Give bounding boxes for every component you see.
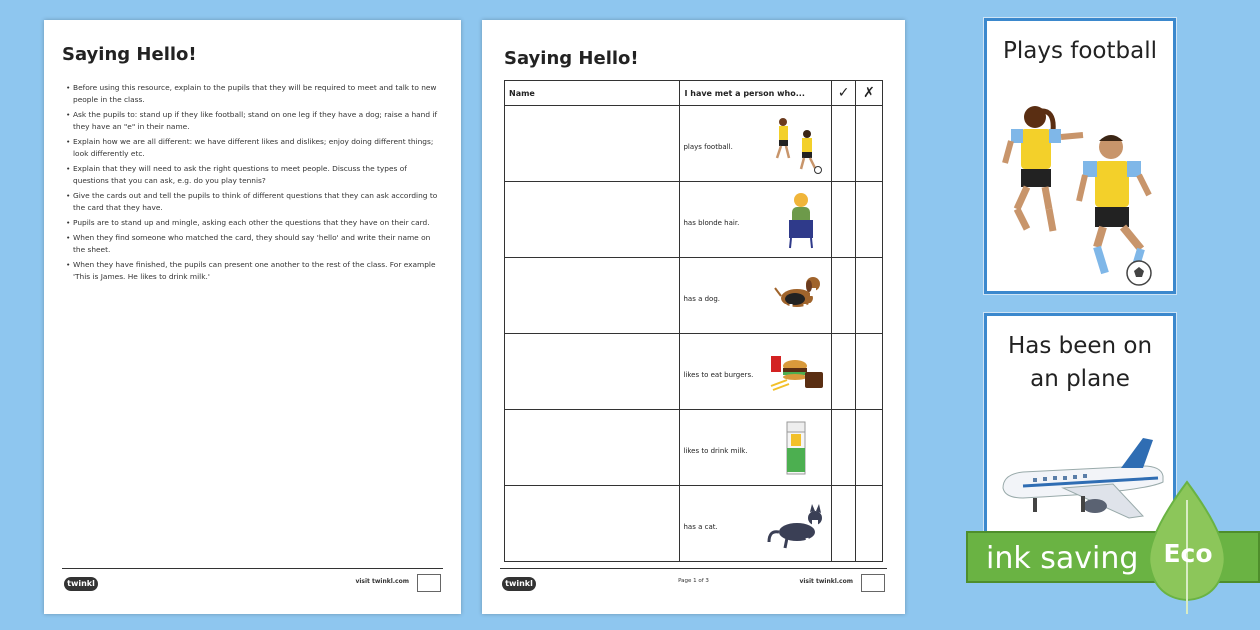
name-cell[interactable] [505,182,680,258]
worksheet-table [504,80,883,562]
cross-cell[interactable] [856,106,883,182]
name-cell[interactable] [505,258,680,334]
card-title: Plays football [1003,38,1157,64]
description-cell [680,182,832,258]
tick-cell[interactable] [832,182,856,258]
table-header-row [505,81,883,106]
header-met: I have met a person who... [680,81,832,106]
instruction-item: • When they have finished, the pupils can present one another to the rest of the class. For example 'This is James. He likes to drink milk.' [66,259,444,283]
instructions-page [44,20,461,614]
card-plays-football [984,18,1176,294]
table-row [505,182,883,258]
description-cell [680,410,832,486]
description-text: likes to drink milk. [683,447,748,455]
cat-icon [765,494,827,554]
description-text: likes to eat burgers. [683,371,754,379]
description-text: has blonde hair. [683,219,740,227]
page-footer [62,568,443,594]
cross-cell[interactable] [856,334,883,410]
instruction-list [66,82,444,286]
page-title: Saying Hello! [62,44,197,65]
tick-cell[interactable] [832,410,856,486]
table-row [505,410,883,486]
milk-carton-icon [765,418,827,478]
quality-badge-icon [417,574,441,592]
instruction-item: • Explain how we are all different: we have different likes and dislikes; enjoy doing different things; look differently etc. [66,136,444,160]
description-cell [680,258,832,334]
burger-meal-icon [765,342,827,402]
quality-badge-icon [861,574,885,592]
description-text: has a cat. [683,523,718,531]
header-name: Name [505,81,680,106]
table-row [505,258,883,334]
name-cell[interactable] [505,334,680,410]
name-cell[interactable] [505,486,680,562]
description-text: has a dog. [683,295,720,303]
card-title: Has been on an plane [1007,333,1153,392]
instruction-item: • Ask the pupils to: stand up if they like football; stand on one leg if they have a dog; raise a hand if they have an "e" in their name. [66,109,444,133]
dog-icon [765,266,827,326]
twinkl-logo: twinkl [64,577,98,591]
page-title: Saying Hello! [504,48,639,69]
cross-cell[interactable] [856,486,883,562]
cross-cell[interactable] [856,258,883,334]
twinkl-logo: twinkl [502,577,536,591]
tick-icon: ✓ [832,81,856,106]
tick-cell[interactable] [832,486,856,562]
tick-cell[interactable] [832,334,856,410]
page-footer [500,568,887,594]
worksheet-page [482,20,905,614]
instruction-item: • Give the cards out and tell the pupils to think of different questions that they can ask according to the card that they have. [66,190,444,214]
football-players-icon [765,114,827,174]
blonde-child-icon [765,190,827,250]
description-cell [680,486,832,562]
table-row [505,334,883,410]
name-cell[interactable] [505,410,680,486]
name-cell[interactable] [505,106,680,182]
description-text: plays football. [683,143,733,151]
description-cell [680,106,832,182]
footer-url: visit twinkl.com [355,578,409,585]
table-row [505,486,883,562]
eco-label: Eco [1163,539,1213,568]
instruction-item: • When they find someone who matched the card, they should say 'hello' and write their name on the sheet. [66,232,444,256]
description-cell [680,334,832,410]
table-row [505,106,883,182]
cross-cell[interactable] [856,410,883,486]
tick-cell[interactable] [832,106,856,182]
footer-url: visit twinkl.com [799,578,853,585]
cross-icon: ✗ [856,81,883,106]
page-number: Page 1 of 3 [678,578,709,584]
tick-cell[interactable] [832,258,856,334]
football-players-icon [993,97,1173,287]
instruction-item: • Before using this resource, explain to the pupils that they will be required to meet and talk to new people in the class. [66,82,444,106]
ink-saving-text: ink saving [986,541,1139,576]
instruction-item: • Explain that they will need to ask the right questions to meet people. Discuss the types of questions that you can ask, e.g. do you play tennis? [66,163,444,187]
cross-cell[interactable] [856,182,883,258]
instruction-item: • Pupils are to stand up and mingle, asking each other the questions that they have on their card. [66,217,444,229]
